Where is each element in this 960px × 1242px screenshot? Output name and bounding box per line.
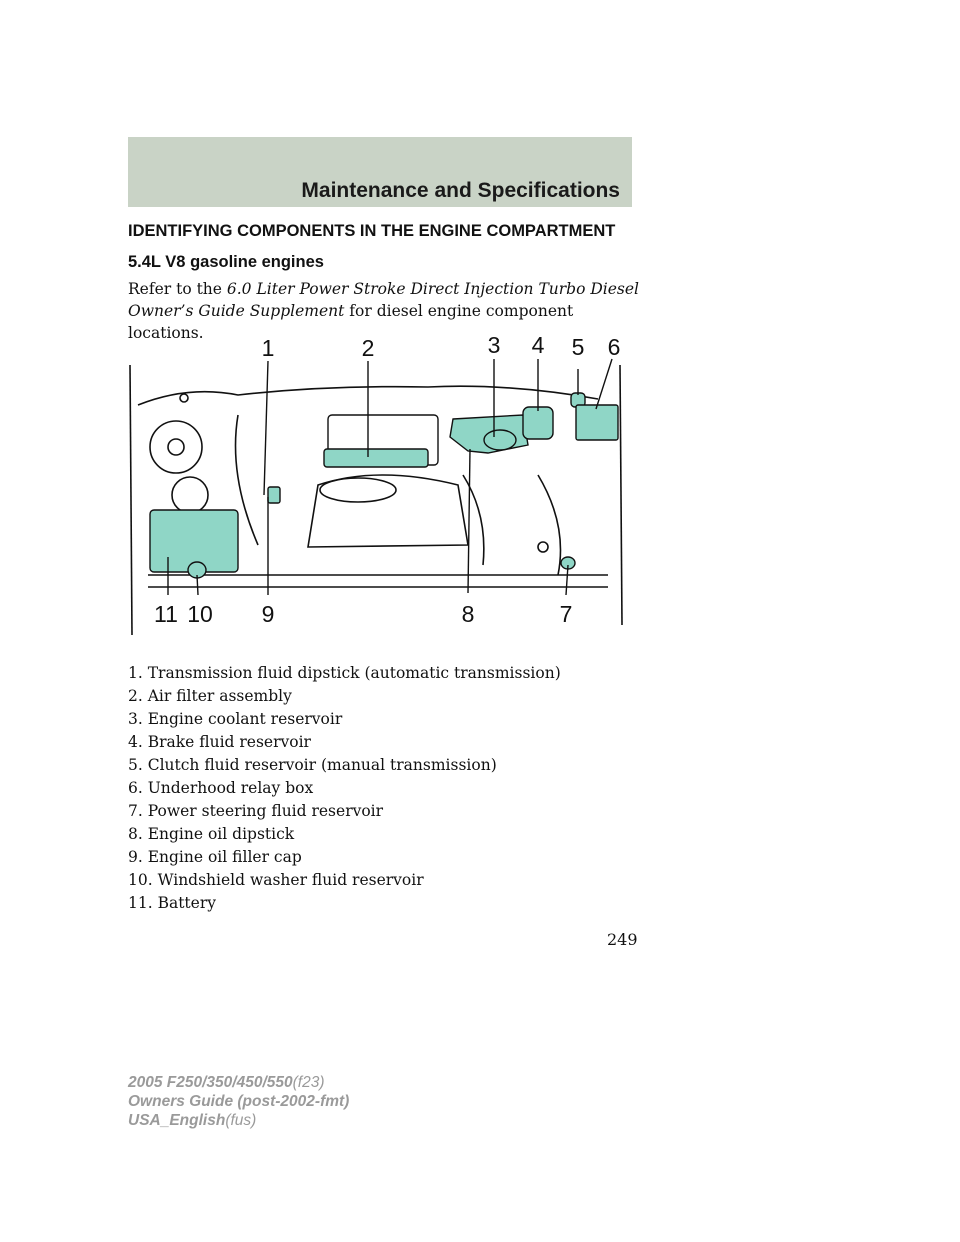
- strut-tower: [538, 475, 561, 575]
- radiator-support: [148, 575, 608, 587]
- callout-9: 9: [261, 601, 275, 627]
- intro-supplement-title: 6.0 Liter Power Stroke Direct Injection Turbo Diesel Owner’s Guide Supplement: [128, 280, 639, 320]
- callout-8: 8: [461, 601, 475, 627]
- list-item: 9. Engine oil filler cap: [128, 848, 302, 866]
- list-item: 3. Engine coolant reservoir: [128, 710, 343, 728]
- brake-fluid-reservoir: [523, 407, 553, 439]
- underhood-relay-box: [576, 405, 618, 440]
- intro-suffix: for diesel engine component locations.: [128, 302, 574, 342]
- footer-code-1: (f23): [292, 1074, 325, 1091]
- footer-code-3: (fus): [225, 1112, 257, 1129]
- engine-compartment-figure: [128, 325, 632, 635]
- page-number: 249: [607, 930, 638, 949]
- callout-1: 1: [261, 335, 275, 361]
- document-footer: [128, 1073, 349, 1130]
- callout-3: 3: [487, 332, 501, 358]
- oil-filler-cap: [268, 487, 280, 503]
- coolant-cap: [484, 430, 516, 450]
- parts-list: [128, 662, 561, 915]
- intro-prefix: Refer to the: [128, 280, 227, 298]
- list-item: 1. Transmission fluid dipstick (automatic transmission): [128, 664, 561, 682]
- callout-11: 11: [154, 601, 178, 627]
- section-heading: IDENTIFYING COMPONENTS IN THE ENGINE COMPARTMENT: [128, 222, 616, 240]
- hood-left-edge: [130, 365, 132, 635]
- hose-right: [463, 475, 484, 565]
- bolt-left: [180, 394, 188, 402]
- throttle-body: [320, 478, 396, 502]
- engine-diagram: [128, 325, 632, 635]
- callout-10: 10: [187, 601, 213, 627]
- footer-line-1: 2005 F250/350/450/550(f23): [128, 1074, 325, 1091]
- callout-7: 7: [559, 601, 573, 627]
- callout-2: 2: [361, 335, 375, 361]
- footer-line-3: USA_English(fus): [128, 1112, 257, 1129]
- list-item: 2. Air filter assembly: [128, 687, 292, 705]
- engine-subheading: 5.4L V8 gasoline engines: [128, 253, 324, 271]
- list-item: 5. Clutch fluid reservoir (manual transmission): [128, 756, 497, 774]
- callout-6: 6: [607, 334, 621, 360]
- list-item: 7. Power steering fluid reservoir: [128, 802, 384, 820]
- list-item: 11. Battery: [128, 894, 217, 912]
- list-item: 8. Engine oil dipstick: [128, 825, 295, 843]
- hose-left: [236, 415, 259, 545]
- bolt-right: [538, 542, 548, 552]
- section-header-band: [128, 137, 632, 207]
- alternator: [172, 477, 208, 513]
- air-filter-assembly: [324, 449, 428, 467]
- hood-right-edge: [620, 365, 622, 625]
- list-item: 6. Underhood relay box: [128, 779, 314, 797]
- list-item: 4. Brake fluid reservoir: [128, 733, 311, 751]
- section-header-title: Maintenance and Specifications: [301, 179, 620, 202]
- callout-4: 4: [531, 332, 545, 358]
- footer-line-2: Owners Guide (post-2002-fmt): [128, 1093, 350, 1110]
- engine-intake: [308, 475, 468, 547]
- fan-pulley-outer: [150, 421, 202, 473]
- fan-pulley-hub: [168, 439, 184, 455]
- list-item: 10. Windshield washer fluid reservoir: [128, 871, 424, 889]
- callout-5: 5: [571, 334, 585, 360]
